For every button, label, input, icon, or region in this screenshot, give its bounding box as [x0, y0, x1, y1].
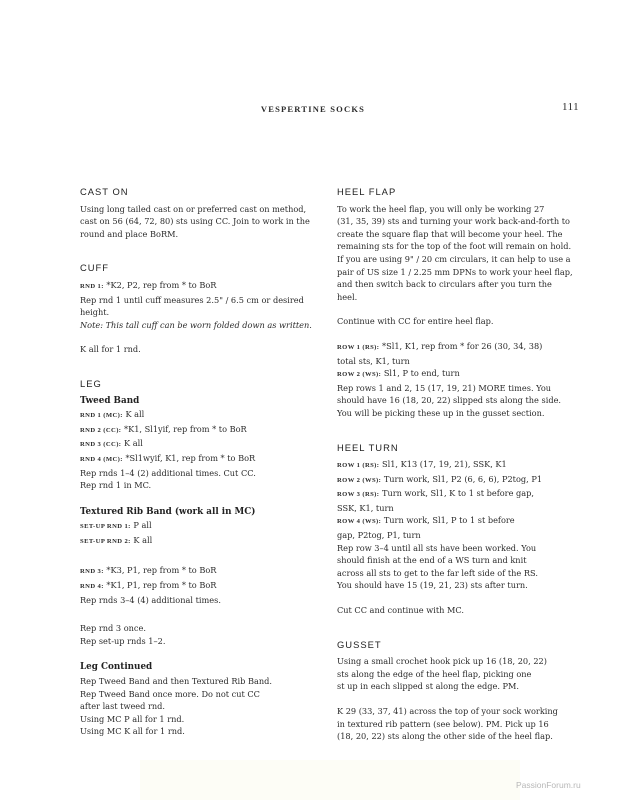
- leg-continued-line: Using MC P all for 1 rnd.: [80, 713, 185, 724]
- rib-round: [80, 564, 316, 579]
- heel-turn-row-cont: gap, P2tog, P1, turn: [337, 530, 421, 541]
- section-heading-cast-on: CAST ON: [80, 186, 129, 197]
- row-text: Turn work, Sl1, P to 1 st before: [381, 515, 515, 526]
- leg-continued-line: Rep Tweed Band once more. Do not cut CC: [80, 688, 260, 699]
- setup-round: [80, 534, 316, 549]
- gusset-line: Using a small crochet hook pick up 16 (18, 20, 22): [337, 656, 547, 667]
- row-tag: RND 2 (CC):: [80, 426, 122, 434]
- row-text: Sl1, K13 (17, 19, 21), SSK, K1: [379, 459, 507, 470]
- row-text: P all: [130, 520, 152, 531]
- gusset-line: K 29 (33, 37, 41) across the top of your sock working: [337, 706, 558, 716]
- heel-flap-row-1-cont: total sts, K1, turn: [337, 355, 410, 366]
- leg-continued-line: after last tweed rnd.: [80, 701, 166, 712]
- row-tag: ROW 3 (RS):: [337, 491, 380, 499]
- row-text: *K3, P1, rep from * to BoR: [103, 565, 217, 576]
- heel-flap-repeat: should have 16 (18, 20, 22) slipped sts along the side.: [337, 395, 562, 406]
- rib-repeat: Rep set-up rnds 1–2.: [80, 635, 166, 646]
- tweed-round: [80, 437, 316, 452]
- heel-turn-repeat: across all sts to get to the far left side of the RS.: [337, 567, 538, 578]
- cuff-note: Note: This tall cuff can be worn folded down as written.: [80, 319, 312, 330]
- gusset-line: in textured rib pattern (see below). PM. Pick up 16: [337, 718, 549, 729]
- gusset-line: st up in each slipped st along the edge. PM.: [337, 681, 520, 692]
- row-tag: ROW 2 (WS):: [337, 371, 382, 379]
- row-text: Turn work, Sl1, K to 1 st before gap,: [379, 488, 534, 499]
- subheading-textured-rib: Textured Rib Band (work all in MC): [80, 506, 256, 517]
- cuff-line: Rep rnd 1 until cuff measures 2.5" / 6.5 cm or desired: [80, 294, 304, 305]
- heel-flap-line: and then switch back to circulars after you turn the heel.: [337, 279, 552, 302]
- background-tint: [140, 760, 520, 800]
- tweed-round: [80, 408, 316, 423]
- row-text: *K1, Sl1yif, rep from * to BoR: [121, 423, 247, 434]
- row-tag: RND 1 (MC):: [80, 412, 123, 420]
- right-column: [337, 186, 573, 743]
- tweed-repeat: Rep rnd 1 in MC.: [80, 480, 152, 491]
- rib-repeat: Rep rnds 3–4 (4) additional times.: [80, 594, 221, 605]
- gusset-line: sts along the edge of the heel flap, picking one: [337, 668, 532, 679]
- row-text: K all: [121, 438, 143, 449]
- gusset-line: (18, 20, 22) sts along the other side of the heel flap.: [337, 731, 553, 742]
- watermark: PassionForum.ru: [516, 780, 581, 790]
- section-heading-cuff: CUFF: [80, 262, 109, 274]
- page-number: 111: [562, 101, 580, 113]
- rib-repeat: Rep rnd 3 once.: [80, 623, 146, 634]
- cuff-line: height.: [80, 307, 110, 318]
- heel-turn-row: [337, 487, 573, 502]
- heel-flap-line: If you are using 9" / 20 cm circulars, it can help to use a: [337, 253, 571, 264]
- cuff-round-1: [80, 279, 316, 294]
- left-column: [80, 186, 316, 738]
- row-tag: RND 3:: [80, 568, 104, 576]
- tweed-round: [80, 452, 316, 467]
- heel-flap-line: pair of US size 1 / 2.25 mm DPNs to work your heel flap,: [337, 266, 573, 277]
- rib-round: [80, 579, 316, 594]
- heel-flap-continue: Continue with CC for entire heel flap.: [337, 316, 494, 327]
- row-tag: ROW 1 (RS):: [337, 343, 380, 351]
- row-tag: RND 4 (MC):: [80, 455, 123, 463]
- heel-turn-repeat: You should have 15 (19, 21, 23) sts after turn.: [337, 580, 528, 591]
- row-tag: ROW 4 (WS):: [337, 518, 382, 526]
- row-text: Sl1, P to end, turn: [381, 368, 460, 379]
- row-tag: RND 4:: [80, 583, 104, 591]
- heel-turn-row: [337, 458, 573, 473]
- tweed-round: [80, 423, 316, 438]
- heel-flap-repeat: You will be picking these up in the gusset section.: [337, 407, 545, 418]
- section-heading-gusset: GUSSET: [337, 638, 382, 650]
- subheading-leg-continued: Leg Continued: [80, 662, 153, 673]
- tweed-repeat: Rep rnds 1–4 (2) additional times. Cut CC.: [80, 467, 256, 478]
- row-tag: RND 3 (CC):: [80, 441, 122, 449]
- heel-flap-line: remaining sts for the top of the foot will remain on hold.: [337, 241, 572, 252]
- section-heading-heel-turn: HEEL TURN: [337, 441, 399, 453]
- heel-turn-row: [337, 514, 573, 529]
- cuff-line: K all for 1 rnd.: [80, 344, 141, 355]
- cast-on-line: cast on 56 (64, 72, 80) sts using CC. Join to work in the: [80, 216, 310, 227]
- setup-round: [80, 519, 316, 534]
- row-text: K all: [130, 534, 153, 545]
- cast-on-line: round and place BoRM.: [80, 228, 179, 239]
- heel-flap-row-2: [337, 367, 573, 382]
- heel-turn-repeat: should finish at the end of a WS turn and knit: [337, 555, 527, 566]
- heel-turn-row-cont: SSK, K1, turn: [337, 502, 394, 513]
- row-tag: SET-UP RND 2:: [80, 537, 131, 545]
- cast-on-line: Using long tailed cast on or preferred cast on method,: [80, 203, 307, 214]
- section-heading-heel-flap: HEEL FLAP: [337, 186, 397, 197]
- heel-flap-line: (31, 35, 39) sts and turning your work back-and-forth to: [337, 216, 570, 227]
- heel-flap-line: create the square flap that will become your heel. The: [337, 228, 563, 239]
- heel-turn-row: [337, 473, 573, 488]
- row-text: K all: [122, 409, 145, 420]
- row-text: *Sl1wyif, K1, rep from * to BoR: [122, 452, 256, 463]
- heel-flap-row-1: [337, 340, 573, 355]
- row-text: *K1, P1, rep from * to BoR: [103, 580, 217, 591]
- heel-turn-cut: Cut CC and continue with MC.: [337, 605, 465, 616]
- leg-continued-line: Using MC K all for 1 rnd.: [80, 726, 185, 737]
- heel-turn-repeat: Rep row 3–4 until all sts have been worked. You: [337, 542, 537, 553]
- section-heading-leg: LEG: [80, 377, 102, 389]
- leg-continued-line: Rep Tweed Band and then Textured Rib Band.: [80, 676, 272, 687]
- row-tag: ROW 1 (RS):: [337, 462, 380, 470]
- heel-flap-repeat: Rep rows 1 and 2, 15 (17, 19, 21) MORE times. You: [337, 382, 552, 393]
- heel-flap-line: To work the heel flap, you will only be working 27: [337, 203, 545, 214]
- running-header: VESPERTINE SOCKS: [260, 104, 366, 114]
- row-tag: RND 1:: [80, 282, 104, 290]
- row-tag: ROW 2 (WS):: [337, 476, 382, 484]
- row-text: *Sl1, K1, rep from * for 26 (30, 34, 38): [379, 340, 543, 351]
- row-text: Turn work, Sl1, P2 (6, 6, 6), P2tog, P1: [381, 473, 543, 484]
- row-tag: SET-UP RND 1:: [80, 523, 131, 531]
- row-text: *K2, P2, rep from * to BoR: [103, 279, 217, 290]
- subheading-tweed-band: Tweed Band: [80, 395, 140, 406]
